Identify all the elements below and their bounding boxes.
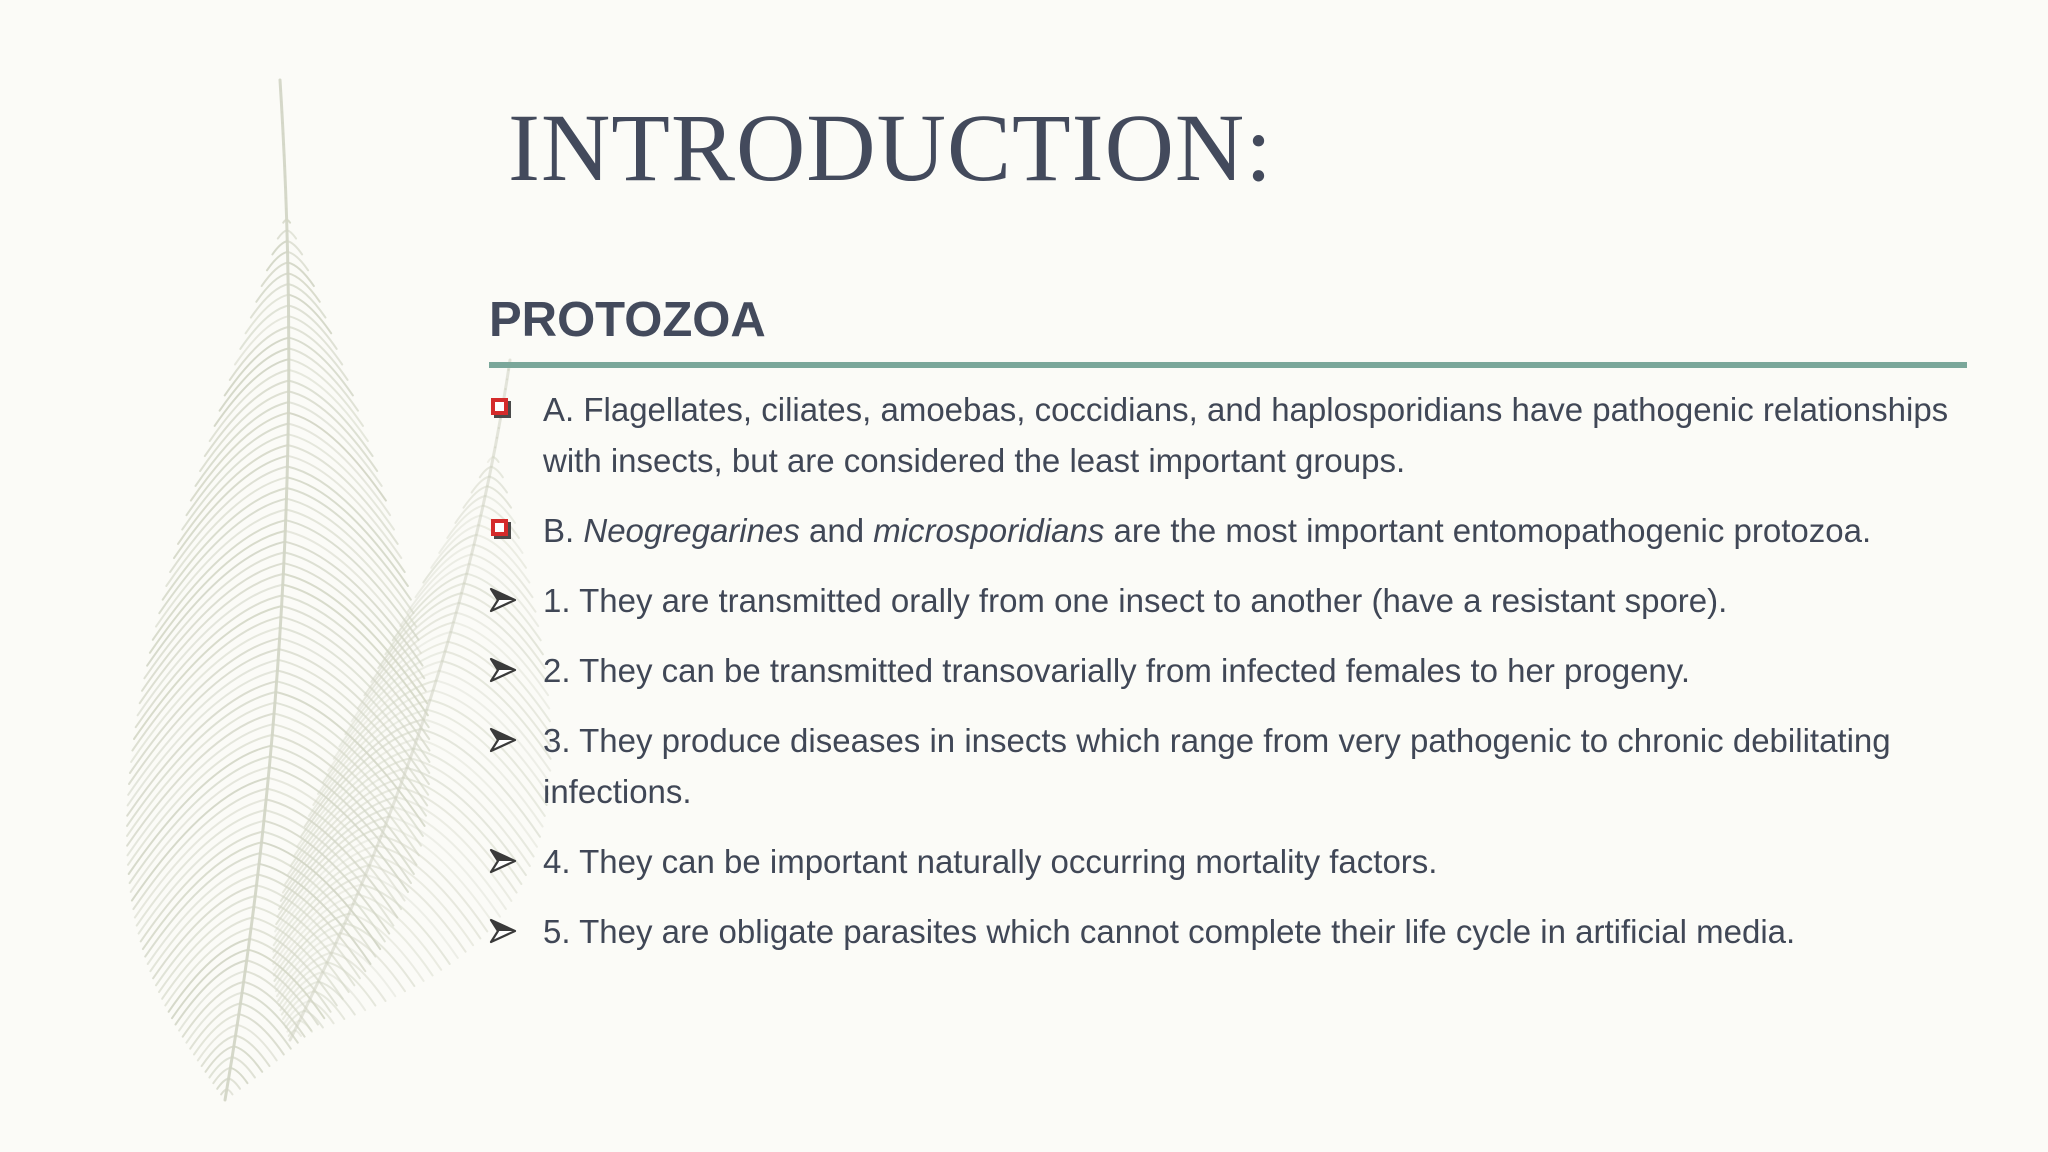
arrowhead-bullet-icon	[489, 906, 525, 957]
bullet-list	[489, 384, 2009, 976]
list-item-text: 2. They can be transmitted transovarially from infected females to her progeny.	[543, 652, 1691, 689]
section-heading: PROTOZOA	[489, 293, 766, 347]
list-item-text: 5. They are obligate parasites which cannot complete their life cycle in artificial media.	[543, 913, 1796, 950]
list-item	[489, 645, 2009, 696]
list-item-suffix: are the most important entomopathogenic protozoa.	[1104, 512, 1872, 549]
list-item-connector: and	[799, 512, 874, 549]
list-item-text: 4. They can be important naturally occurring mortality factors.	[543, 843, 1438, 880]
arrowhead-bullet-icon	[489, 715, 525, 766]
arrowhead-bullet-icon	[489, 575, 525, 626]
list-item-prefix: B.	[543, 512, 584, 549]
list-item	[489, 715, 2009, 817]
list-item	[489, 906, 2009, 957]
list-item-text: 3. They produce diseases in insects which range from very pathogenic to chronic debilitating infections.	[543, 722, 1891, 810]
list-item-italic-term: microsporidians	[873, 512, 1105, 549]
arrowhead-bullet-icon	[489, 645, 525, 696]
checkbox-bullet-icon	[489, 505, 525, 556]
list-item	[489, 384, 2009, 486]
slide-title: INTRODUCTION:	[508, 94, 1273, 201]
heading-underline	[489, 362, 1967, 368]
list-item	[489, 575, 2009, 626]
arrowhead-bullet-icon	[489, 836, 525, 887]
list-item	[489, 836, 2009, 887]
list-item-text: 1. They are transmitted orally from one insect to another (have a resistant spore).	[543, 582, 1728, 619]
checkbox-bullet-icon	[489, 384, 525, 435]
list-item	[489, 505, 2009, 556]
list-item-text: A. Flagellates, ciliates, amoebas, coccidians, and haplosporidians have pathogenic relationships with insects, but are considered the least important groups.	[543, 391, 1949, 479]
list-item-italic-term: Neogregarines	[583, 512, 800, 549]
